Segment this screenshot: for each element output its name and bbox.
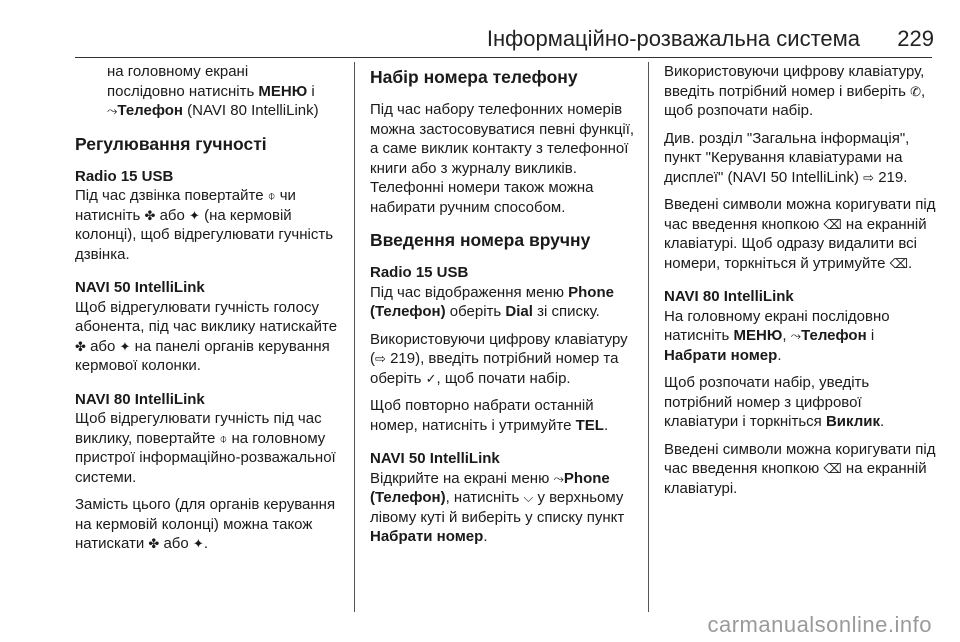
header-rule xyxy=(75,57,932,58)
column-divider xyxy=(648,62,649,612)
reference-arrow-icon: ⇨ xyxy=(863,169,875,185)
page-number: 229 xyxy=(897,26,934,51)
column-3 xyxy=(664,62,936,506)
paragraph: Щоб розпочати набір, уведіть потрібний номер з цифрової клавіатури і торкніться Виклик. xyxy=(664,374,885,430)
phone-icon: ⤳ xyxy=(553,470,564,486)
minus-icon: ✦ xyxy=(119,338,131,354)
phone-icon: ⤳ xyxy=(790,328,802,343)
paragraph: Щоб повторно набрати останній номер, натисніть і утримуйте TEL. xyxy=(370,397,609,434)
minus-icon: ✦ xyxy=(192,536,204,551)
backspace-icon: ⌫ xyxy=(889,255,908,271)
section-heading: Набір номера телефону xyxy=(370,67,578,87)
subsection-title: Radio 15 USB xyxy=(75,167,174,185)
subsection-title: Radio 15 USB xyxy=(370,264,469,281)
paragraph: Введені символи можна коригувати під час введення кнопкою ⌫ на екранній клавіатурі. xyxy=(664,440,936,497)
subsection-title: NAVI 50 IntelliLink xyxy=(370,450,500,467)
column-1 xyxy=(75,62,345,562)
paragraph: Введені символи можна коригувати під час введення кнопкою ⌫ на екранній клавіатурі. Щоб одразу видалити всі номери, торкніться й утримуйте ⌫. xyxy=(664,196,936,272)
paragraph: Щоб відрегулювати гучність голосу абонента, під час виклику натискайте ✤ або ✦ на панелі органів керування кермової колонки. xyxy=(75,298,338,374)
paragraph: Замість цього (для органів керування на кермовій колонці) можна також натискати ✤ або ✦. xyxy=(75,496,336,552)
plus-icon: ✤ xyxy=(75,338,86,354)
subsection-title: NAVI 80 IntelliLink xyxy=(664,288,794,305)
paragraph: Див. розділ "Загальна інформація", пункт "Керування клавіатурами на дисплеї" (NAVI 50 IntelliLink) ⇨ 219. xyxy=(664,129,910,186)
plus-icon: ✤ xyxy=(148,536,160,551)
backspace-icon: ⌫ xyxy=(823,216,842,232)
chevron-down-icon: ⌵ xyxy=(523,490,534,505)
plus-icon: ✤ xyxy=(144,207,156,223)
column-2 xyxy=(370,62,638,555)
page-header xyxy=(0,0,960,62)
knob-icon: ⌽ xyxy=(267,188,276,203)
paragraph: Під час відображення меню Phone (Телефон) оберіть Dial зі списку. xyxy=(370,283,614,320)
minus-icon: ✦ xyxy=(189,207,200,223)
section-heading: Введення номера вручну xyxy=(370,230,591,250)
page-title: Інформаційно-розважальна система xyxy=(486,26,860,51)
backspace-icon: ⌫ xyxy=(823,461,842,476)
section-heading: Регулювання гучності xyxy=(75,133,267,154)
subsection-title: NAVI 80 IntelliLink xyxy=(75,390,205,408)
paragraph: Під час набору телефонних номерів можна застосовуватися певні функції, а саме виклик контакту з телефонної книги або з журналу викликів. Телефонні номери також можна набирати ручним способом. xyxy=(370,101,635,216)
watermark: carmanualsonline.info xyxy=(707,612,932,637)
paragraph: Під час дзвінка повертайте ⌽ чи натисніть ✤ або ✦ (на кермовій колонці), щоб відрегулювати гучність дзвінка. xyxy=(75,187,334,263)
reference-arrow-icon: ⇨ xyxy=(375,351,386,366)
knob-icon: ⌽ xyxy=(219,430,228,446)
paragraph: Використовуючи цифрову клавіатуру, введіть потрібний номер і виберіть ✆, щоб розпочати набір. xyxy=(664,63,926,119)
paragraph: Відкрийте на екрані меню ⤳Phone (Телефон), натисніть ⌵ у верхньому лівому куті й виберіть у списку пункт Набрати номер. xyxy=(370,469,625,545)
paragraph: На головному екрані послідовно натисніть МЕНЮ, ⤳Телефон і Набрати номер. xyxy=(664,307,890,364)
check-icon: ✓ xyxy=(425,370,437,386)
column-divider xyxy=(354,62,355,612)
paragraph: Використовуючи цифрову клавіатуру (⇨ 219), введіть потрібний номер та оберіть ✓, щоб почати набір. xyxy=(370,330,628,387)
paragraph: Щоб відрегулювати гучність під час виклику, повертайте ⌽ на головному пристрої інформаційно-розважальної системи. xyxy=(75,410,336,486)
handset-icon: ✆ xyxy=(910,83,922,99)
intro-paragraph: на головному екрані послідовно натисніть МЕНЮ і ⤳Телефон (NAVI 80 IntelliLink) xyxy=(107,63,319,119)
phone-icon: ⤳ xyxy=(107,103,118,118)
subsection-title: NAVI 50 IntelliLink xyxy=(75,279,205,296)
